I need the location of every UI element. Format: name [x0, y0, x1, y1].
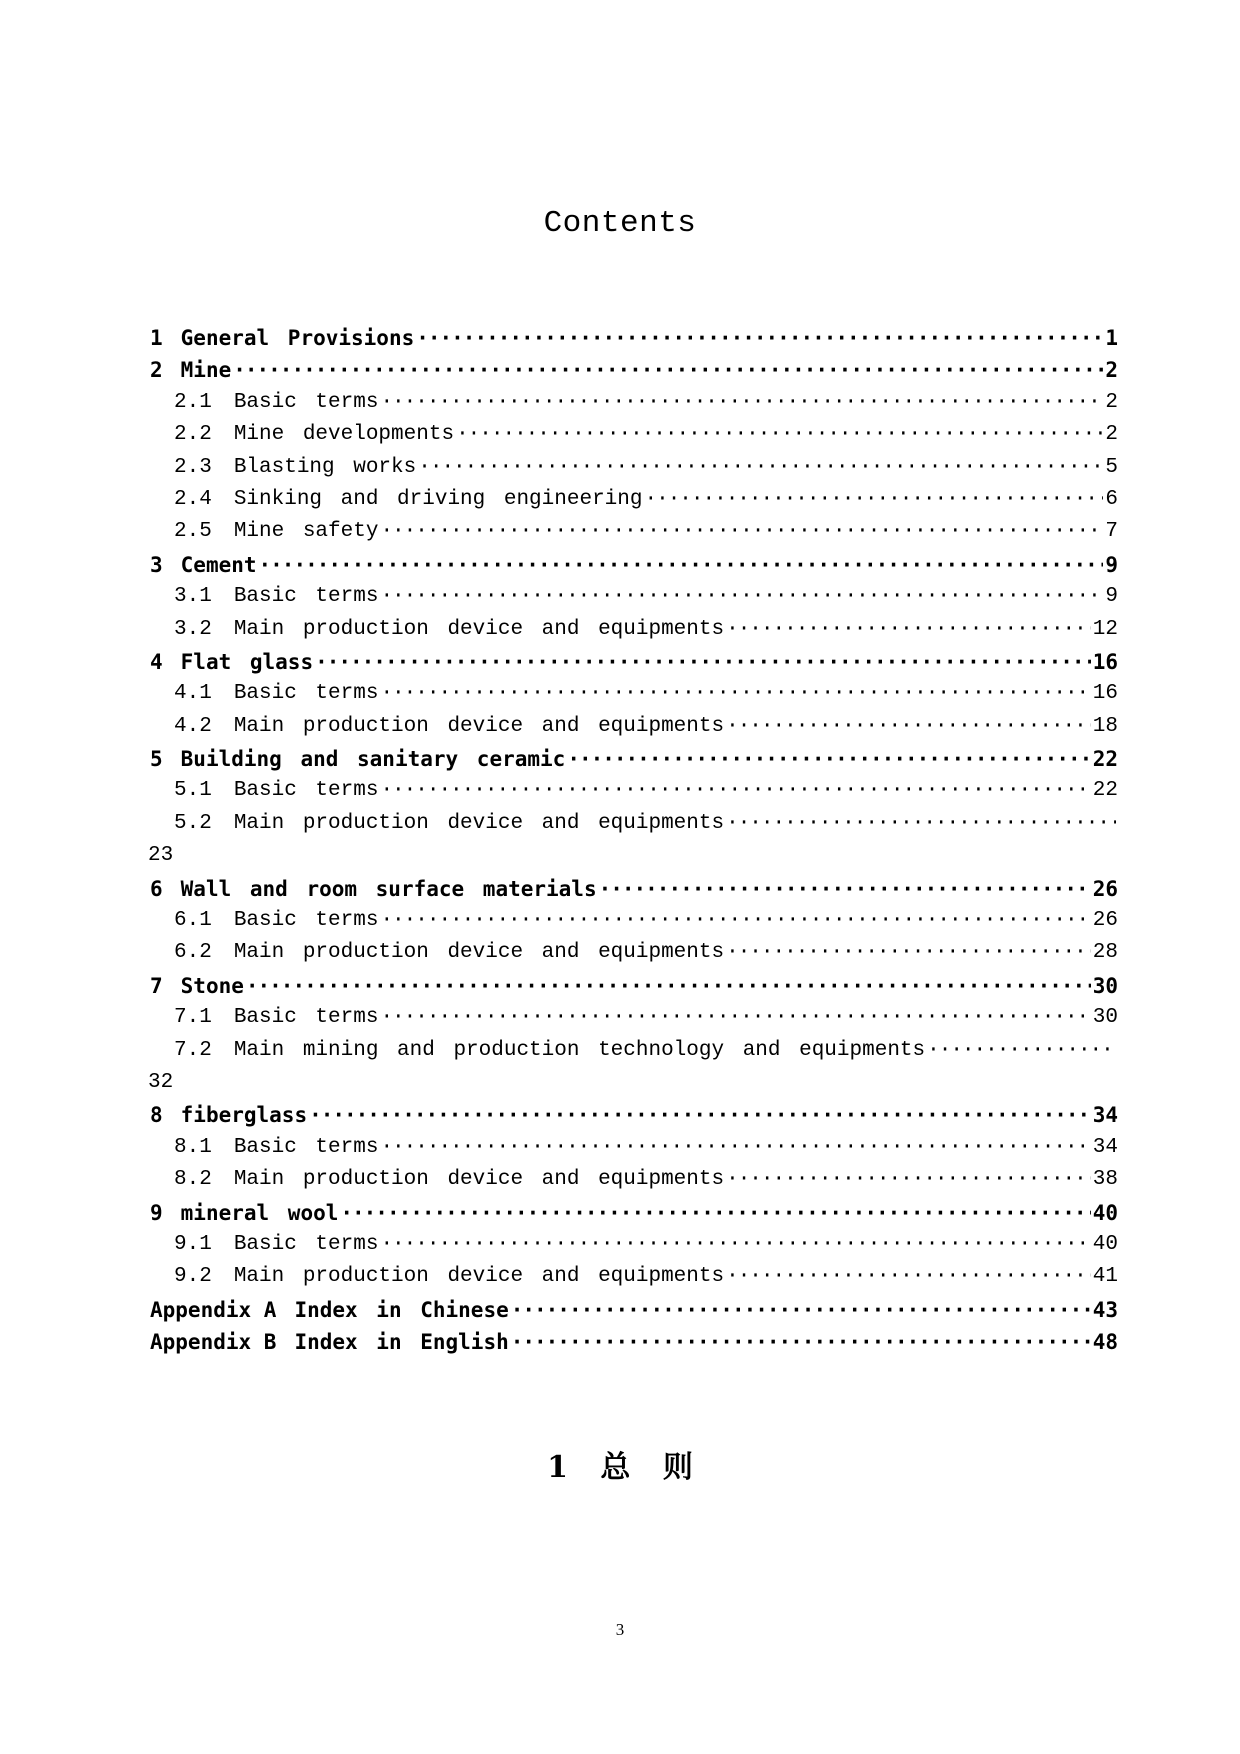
- toc-entry-title: Basic terms: [233, 390, 379, 414]
- toc-entry-page: 30: [1092, 973, 1118, 998]
- toc-chapter-entry[interactable]: [150, 1197, 1118, 1229]
- toc-entry-number: 3: [150, 552, 163, 577]
- toc-dot-leader: [380, 1002, 1090, 1034]
- toc-entry-page: 26: [1092, 876, 1118, 901]
- toc-entry-page: 40: [1092, 1232, 1118, 1256]
- toc-entry-title: Basic terms: [233, 585, 379, 609]
- toc-section-entry[interactable]: [150, 1132, 1118, 1164]
- toc-dot-leader: [380, 905, 1090, 937]
- toc-dot-leader: [726, 937, 1091, 969]
- toc-entry-number: 2.1: [174, 390, 212, 414]
- toc-dot-leader: [644, 484, 1103, 516]
- toc-dot-leader: [380, 581, 1103, 613]
- toc-entry-title: Index in English: [294, 1330, 509, 1355]
- toc-entry-title: Basic terms: [233, 909, 379, 933]
- toc-entry-page: 12: [1092, 617, 1118, 641]
- toc-entry-title: Basic terms: [233, 1135, 379, 1159]
- toc-entry-number: 4.2: [174, 714, 212, 738]
- toc-entry-title: Main mining and production technology and equipments: [233, 1038, 926, 1062]
- toc-section-entry[interactable]: [150, 419, 1118, 451]
- toc-entry-number: 2.3: [174, 455, 212, 479]
- toc-entry-number: 4: [150, 649, 163, 674]
- toc-entry-page: 48: [1092, 1330, 1118, 1355]
- toc-section-entry[interactable]: [150, 387, 1118, 419]
- toc-entry-number: 1: [150, 326, 163, 350]
- toc-chapter-entry[interactable]: [150, 970, 1118, 1002]
- toc-dot-leader: [726, 614, 1091, 646]
- toc-entry-page: 43: [1092, 1297, 1118, 1322]
- page-number: 3: [615, 1620, 625, 1639]
- toc-entry-number: 6: [150, 876, 163, 901]
- toc-entry-title: Sinking and driving engineering: [233, 487, 643, 511]
- toc-section-entry[interactable]: [150, 614, 1118, 646]
- toc-entry-number: 7.1: [174, 1006, 212, 1030]
- toc-entry-page: 28: [1092, 941, 1118, 965]
- toc-section-entry[interactable]: [150, 905, 1118, 937]
- toc-dot-leader: [567, 743, 1090, 775]
- toc-entry-number: 9: [150, 1200, 163, 1225]
- toc-entry-title: fiberglass: [180, 1103, 308, 1128]
- toc-section-entry[interactable]: [150, 484, 1118, 516]
- toc-entry-page: 2: [1105, 423, 1118, 447]
- toc-entry-number: 5.1: [174, 779, 212, 803]
- toc-entry-title: Main production device and equipments: [233, 811, 725, 835]
- toc-entry-page: 16: [1092, 649, 1118, 674]
- toc-dot-leader: [380, 387, 1103, 419]
- toc-dot-leader: [233, 354, 1103, 386]
- toc-entry-number: 6.1: [174, 909, 212, 933]
- toc-entry-page: 23: [148, 844, 174, 868]
- toc-entry-title: Main production device and equipments: [233, 714, 725, 738]
- toc-entry-title: Cement: [180, 552, 257, 577]
- toc-dot-leader: [259, 549, 1104, 581]
- toc-entry-title: Basic terms: [233, 1006, 379, 1030]
- toc-entry-number: 9.1: [174, 1232, 212, 1256]
- toc-entry-page: 5: [1105, 455, 1118, 479]
- toc-dot-leader: [380, 775, 1090, 807]
- toc-dot-leader: [380, 1132, 1090, 1164]
- toc-entry-number: 3.1: [174, 585, 212, 609]
- toc-entry-number: 3.2: [174, 617, 212, 641]
- toc-section-entry[interactable]: [150, 775, 1118, 807]
- toc-entry-page: 6: [1105, 487, 1118, 511]
- toc-dot-leader: [380, 516, 1103, 548]
- toc-entry-page: 38: [1092, 1168, 1118, 1192]
- toc-dot-leader: [380, 678, 1090, 710]
- toc-entry-title: Main production device and equipments: [233, 1265, 725, 1289]
- toc-entry-page: 7: [1105, 520, 1118, 544]
- toc-chapter-entry[interactable]: [150, 354, 1118, 386]
- toc-entry-number: 9.2: [174, 1265, 212, 1289]
- toc-entry-title: General Provisions: [180, 326, 415, 350]
- toc-section-entry[interactable]: [150, 452, 1118, 484]
- table-of-contents: [150, 322, 1118, 1359]
- toc-dot-leader: [315, 646, 1091, 678]
- toc-dot-leader: [380, 1229, 1090, 1261]
- toc-entry-number: Appendix B: [150, 1330, 277, 1355]
- toc-entry-title: Mine: [180, 358, 232, 383]
- toc-dot-leader: [726, 808, 1116, 840]
- toc-entry-page: 2: [1105, 358, 1118, 383]
- toc-entry-number: 7.2: [174, 1038, 212, 1062]
- toc-entry-number: 8.1: [174, 1135, 212, 1159]
- toc-entry-page: 26: [1092, 909, 1118, 933]
- toc-entry-number: 7: [150, 973, 163, 998]
- toc-entry-title: Basic terms: [233, 1232, 379, 1256]
- toc-entry-title: Building and sanitary ceramic: [180, 747, 566, 772]
- toc-dot-leader: [340, 1197, 1090, 1229]
- page-title: Contents: [543, 206, 697, 241]
- toc-section-entry[interactable]: [150, 808, 1118, 840]
- toc-entry-page: 32: [148, 1070, 174, 1094]
- toc-dot-leader: [418, 452, 1103, 484]
- toc-entry-title: Index in Chinese: [294, 1297, 509, 1322]
- toc-dot-leader: [927, 1035, 1116, 1067]
- toc-entry-title: Stone: [180, 973, 244, 998]
- toc-dot-leader: [416, 322, 1103, 354]
- toc-chapter-entry[interactable]: [150, 549, 1118, 581]
- toc-entry-number: 2.2: [174, 423, 212, 447]
- toc-section-entry[interactable]: [150, 581, 1118, 613]
- toc-entry-number: 4.1: [174, 682, 212, 706]
- toc-dot-leader: [511, 1326, 1091, 1358]
- toc-dot-leader: [726, 711, 1091, 743]
- toc-entry-page: 18: [1092, 714, 1118, 738]
- toc-entry-number: 2.5: [174, 520, 212, 544]
- toc-dot-leader: [726, 1261, 1091, 1293]
- toc-entry-title: Main production device and equipments: [233, 617, 725, 641]
- toc-section-entry[interactable]: [150, 1002, 1118, 1034]
- toc-entry-page: 9: [1105, 552, 1118, 577]
- toc-entry-title: Main production device and equipments: [233, 1168, 725, 1192]
- toc-dot-leader: [726, 1164, 1091, 1196]
- toc-entry-number: 8.2: [174, 1168, 212, 1192]
- toc-entry-page: 34: [1092, 1135, 1118, 1159]
- toc-entry-page: 16: [1092, 682, 1118, 706]
- toc-entry-number: Appendix A: [150, 1297, 277, 1322]
- toc-entry-number: 2: [150, 358, 163, 383]
- toc-chapter-entry[interactable]: [150, 1294, 1118, 1326]
- toc-dot-leader: [309, 1099, 1091, 1131]
- toc-entry-page: 22: [1092, 747, 1118, 772]
- toc-entry-title: Blasting works: [233, 455, 417, 479]
- toc-section-entry[interactable]: [150, 1035, 1118, 1067]
- toc-chapter-entry[interactable]: [150, 322, 1118, 354]
- toc-entry-title: Flat glass: [180, 649, 314, 674]
- toc-entry-title: Main production device and equipments: [233, 941, 725, 965]
- toc-chapter-entry[interactable]: [150, 1099, 1118, 1131]
- toc-section-entry[interactable]: [150, 937, 1118, 969]
- toc-dot-leader: [599, 873, 1091, 905]
- chapter-heading: 1 总 则: [547, 1450, 693, 1485]
- toc-chapter-entry[interactable]: [150, 743, 1118, 775]
- toc-entry-page: 2: [1105, 390, 1118, 414]
- toc-entry-page: 1: [1105, 326, 1118, 350]
- toc-section-entry[interactable]: [150, 1229, 1118, 1261]
- toc-entry-page: 41: [1092, 1265, 1118, 1289]
- toc-entry-page: 22: [1092, 779, 1118, 803]
- toc-chapter-entry[interactable]: [150, 873, 1118, 905]
- toc-entry-title: Basic terms: [233, 779, 379, 803]
- toc-chapter-entry[interactable]: [150, 646, 1118, 678]
- toc-entry-page: 40: [1092, 1200, 1118, 1225]
- toc-entry-title: Mine developments: [233, 423, 455, 447]
- toc-section-entry[interactable]: [150, 1261, 1118, 1293]
- toc-dot-leader: [456, 419, 1103, 451]
- toc-section-entry[interactable]: [150, 711, 1118, 743]
- toc-section-entry[interactable]: [150, 516, 1118, 548]
- toc-entry-number: 2.4: [174, 487, 212, 511]
- toc-entry-page: 9: [1105, 585, 1118, 609]
- toc-entry-number: 5.2: [174, 811, 212, 835]
- toc-entry-number: 8: [150, 1103, 163, 1128]
- toc-dot-leader: [246, 970, 1091, 1002]
- toc-entry-page: 34: [1092, 1103, 1118, 1128]
- toc-entry-page: 30: [1092, 1006, 1118, 1030]
- toc-dot-leader: [511, 1294, 1091, 1326]
- toc-entry-title: mineral wool: [180, 1200, 339, 1225]
- toc-entry-number: 5: [150, 747, 163, 772]
- toc-chapter-entry[interactable]: [150, 1326, 1118, 1358]
- toc-section-entry[interactable]: [150, 1164, 1118, 1196]
- toc-entry-number: 6.2: [174, 941, 212, 965]
- toc-entry-title: Mine safety: [233, 520, 379, 544]
- toc-entry-title: Basic terms: [233, 682, 379, 706]
- toc-entry-title: Wall and room surface materials: [180, 876, 597, 901]
- toc-section-entry[interactable]: [150, 678, 1118, 710]
